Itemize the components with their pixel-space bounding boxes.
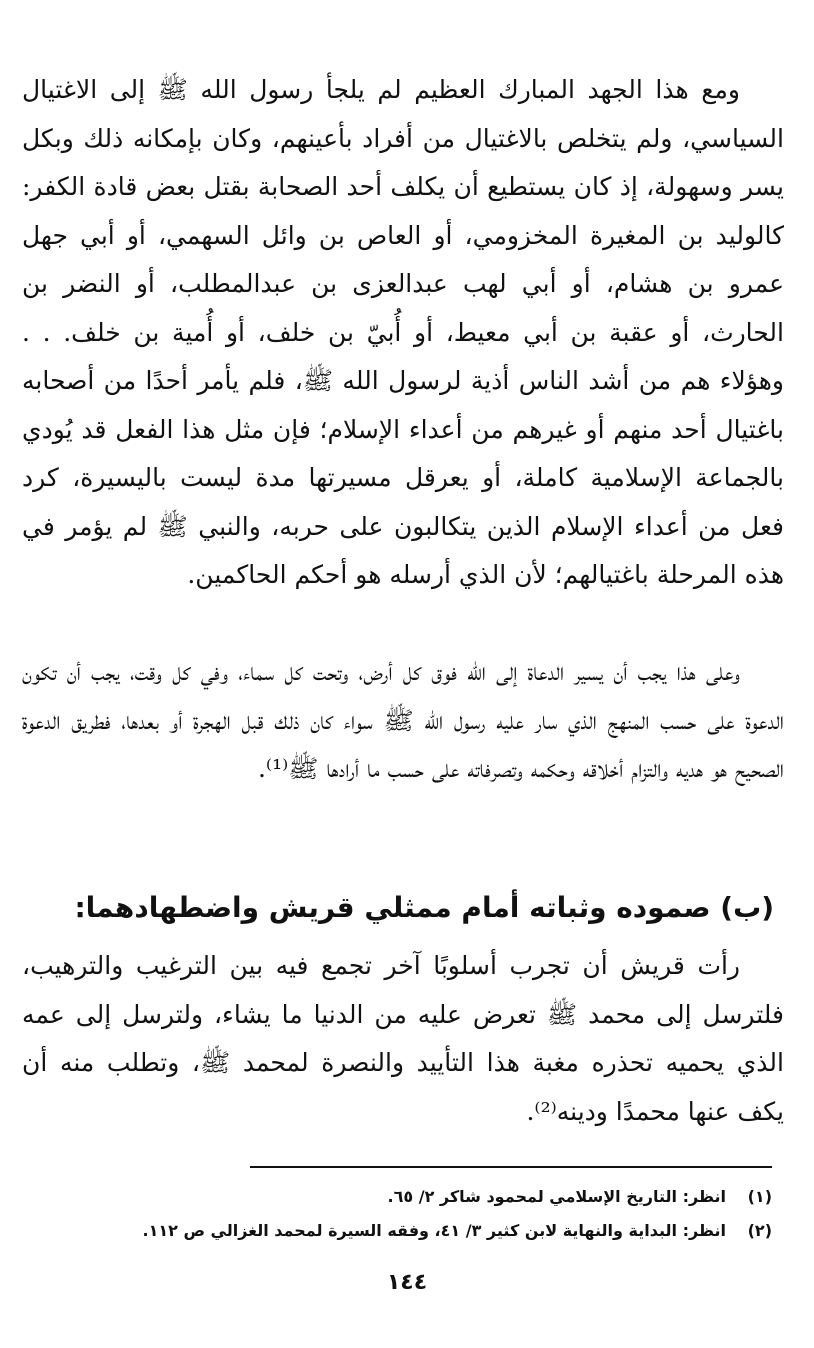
section-heading: (ب) صموده وثباته أمام ممثلي قريش واضطهادهما:	[74, 891, 774, 924]
paragraph-dawah-method: وعلى هذا يجب أن يسير الدعاة إلى الله فوق كل أرض، وتحت كل سماء، وفي كل وقت، يجب أن تكون الدعوة على حسب المنهج الذي سار عليه رسول الله ﷺ سواء كان ذلك قبل الهجرة أو بعدها، فطريق الدعوة الصحيح هو هديه والتزام أخلاقه وحكمه وتصرفاته على حسب ما أرادها ﷺ⁽¹⁾.	[22, 657, 784, 783]
footnote-number: (٢)	[747, 1221, 772, 1240]
footnote-number: (١)	[747, 1187, 772, 1206]
footnote-item	[60, 1180, 772, 1214]
footnote-divider	[250, 1166, 772, 1168]
footnote-item	[60, 1214, 772, 1248]
paragraph-quraysh: رأت قريش أن تجرب أسلوبًا آخر تجمع فيه بين الترغيب والترهيب، فلترسل إلى محمد ﷺ تعرض عليه من الدنيا ما يشاء، ولترسل إلى عمه الذي يحميه تحذره مغبة هذا التأييد والنصرة لمحمد ﷺ، وتطلب منه أن يكف عنها محمدًا ودينه⁽²⁾.	[22, 951, 784, 1126]
footnote-text: انظر: البداية والنهاية لابن كثير ٣/ ٤١، وفقه السيرة لمحمد الغزالي ص ١١٢.	[142, 1221, 726, 1240]
footnote-text: انظر: التاريخ الإسلامي لمحمود شاكر ٢/ ٦٥.	[387, 1187, 726, 1206]
paragraph-assassination: ومع هذا الجهد المبارك العظيم لم يلجأ رسول الله ﷺ إلى الاغتيال السياسي، ولم يتخلص بالاغتيال من أفراد بأعينهم، وكان بإمكانه ذلك وبكل يسر وسهولة، إذ كان يستطيع أن يكلف أحد الصحابة بقتل بعض قادة الكفر: كالوليد بن المغيرة المخزومي، أو العاص بن وائل السهمي، أو أبي جهل عمرو بن هشام، أو أبي لهب عبدالعزى بن عبدالمطلب، أو النضر بن الحارث، أو عقبة بن أبي معيط، أو أُبيّ بن خلف، أو أُمية بن خلف. . . وهؤلاء هم من أشد الناس أذية لرسول الله ﷺ، فلم يأمر أحدًا من أصحابه باغتيال أحد منهم أو غيرهم من أعداء الإسلام؛ فإن مثل هذا الفعل قد يُودي بالجماعة الإسلامية كاملة، أو يعرقل مسيرتها مدة ليست باليسيرة، كرد فعل من أعداء الإسلام الذين يتكالبون على حربه، والنبي ﷺ لم يؤمر في هذه المرحلة باغتيالهم؛ لأن الذي أرسله هو أحكم الحاكمين.	[22, 75, 784, 589]
footnotes-list	[60, 1180, 772, 1248]
page-number: ١٤٤	[386, 1270, 428, 1295]
